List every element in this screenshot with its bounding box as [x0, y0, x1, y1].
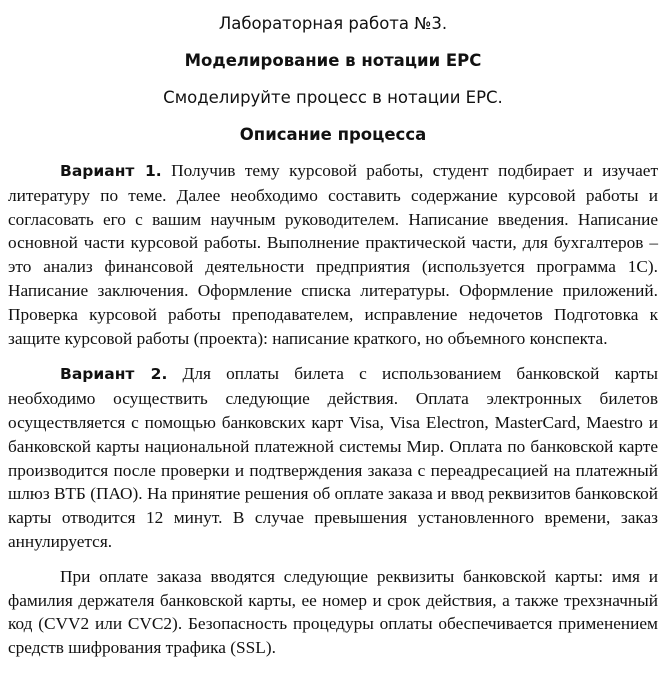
variant-1-label: Вариант 1. — [60, 162, 162, 180]
payment-details-paragraph: При оплате заказа вводятся следующие реквизиты банковской карты: имя и фамилия держателя банковской карты, ее номер и срок действия, а также трехзначный код (CVV2 или CVC2). Безопасность процедуры оплаты обеспечивается применением средств шифрования трафика (SSL). — [8, 566, 658, 658]
variant-2-label: Вариант 2. — [60, 365, 168, 384]
section-title: Описание процесса — [239, 125, 427, 144]
document-subtitle: Моделирование в нотации EPC — [184, 51, 482, 70]
variant-1-paragraph — [8, 159, 658, 350]
lab-title: Лабораторная работа №3. — [218, 14, 448, 33]
task-statement: Смоделируйте процесс в нотации EPC. — [163, 88, 503, 107]
variant-1-text: Получив тему курсовой работы, студент подбирает и изучает литературу по теме. Далее необходимо составить содержание курсовой работы и согласовать его с вашим научным руководителем. Написание введения. Написание основной части курсовой работы. Выполнение практической части, для бухгалтеров – это анализ финансовой деятельности предприятия (используется программа 1С). Написание заключения. Оформление списка литературы. Оформление приложений. Проверка курсовой работы преподавателем, исправление недочетов Подготовка к защите курсовой работы (проекта): написание краткого, но объемного конспекта. — [8, 161, 658, 348]
variant-2-text: Для оплаты билета с использованием банковской карты необходимо осуществить следующие действия. Оплата электронных билетов осуществляется с помощью банковских карт Visa, Visa Electron, MasterCard, Maestro и банковской карты национальной платежной системы Мир. Оплата по банковской карте производится после проверки и подтверждения заказа с переадресацией на платежный шлюз ВТБ (ПАО). На принятие решения об оплате заказа и ввод реквизитов банковской карты отводится 12 минут. В случае превышения установленного времени, заказ аннулируется. — [8, 364, 659, 551]
variant-2-paragraph — [8, 362, 658, 553]
